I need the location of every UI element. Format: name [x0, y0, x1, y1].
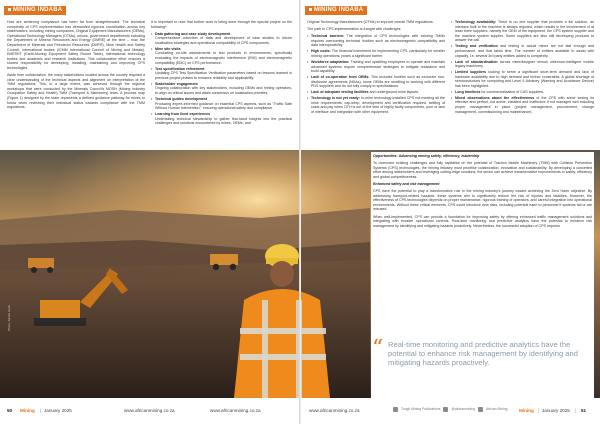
paragraph: To overcome existing challenges and fully capitalise on the potential of Traction Mobile Machinery (TMM) with Collision Prevention Systems (CPS) technologies, the mining industry must prioritise collaboration, innovation and sustainability. By developing a concerted effort among stakeholders and leveraging cutting-edge solutions, the sector can achieve transformative improvements in safety, efficiency and global competitiveness. — [373, 161, 592, 179]
magazine-name: Mining — [519, 408, 534, 413]
list-item-text: for commercialisation of CAS suppliers. — [481, 89, 545, 94]
list-item-text: looking to serve a significant short-term demand and lack of hardware availability due to high demand and further constraints. A global shortage of semiconductors for computing and Level 9 Advisory (Warning and Avoidance Device) has been highlighted. — [455, 70, 594, 88]
social-label[interactable]: Tough Mining Publications — [401, 407, 441, 411]
list-item-title: Lack of adequate testing facilities — [311, 90, 369, 95]
footer-separator: | — [40, 408, 42, 413]
list-item — [451, 96, 594, 114]
social-links — [393, 407, 508, 412]
list-item — [307, 90, 445, 95]
paragraph: CPS have the potential to play a transformative role in the mining industry's journey toward achieving the Zero Harm objective. By addressing transport-related hazards, these systems aim to significantly reduce the risk of injuries and fatalities. However, the effectiveness of CPS technologies depends on proper maintenance, rigorous training of operators, and careful integration into operational environments. Without these critical elements, CPS could introduce new risks, including potential harm to personnel if systems fail or are misused. — [373, 189, 592, 212]
bullet-list — [151, 32, 292, 126]
website-link[interactable]: www.africanmining.co.za — [309, 408, 360, 413]
footer-separator: | — [538, 408, 540, 413]
section-dot-icon — [309, 8, 312, 11]
left-column-2 — [151, 20, 292, 127]
list-item-title: Technology availability: — [455, 20, 497, 24]
twitter-icon[interactable] — [443, 407, 448, 412]
list-item — [307, 60, 445, 74]
left-footer — [0, 404, 299, 418]
list-item-title: Lack of co-operation from OEMs: — [311, 75, 370, 80]
list-item-text: Comprehensive collection of data and development of case studies to inform localisation strategies and operational compatibility of CPS components. — [155, 36, 292, 45]
list-item — [307, 75, 445, 89]
list-item-title: Technical barriers: — [311, 34, 345, 39]
paragraph: When well-implemented, CPS can provide a foundation for improving safety by offering enhanced traffic management solutions and integrating with broader operational controls. Real-time monitoring and predictive analytics have the potential to enhance risk management by identifying and mitigating hazards proactively. Nevertheless, the successful adoption of CPS requires — [373, 214, 592, 228]
section-heading: Opportunities: Advancing mining safety, efficiency, leadership — [373, 154, 480, 158]
list-item — [307, 49, 445, 58]
section-tag-right — [305, 6, 367, 15]
list-item-title: Test specification refinement — [155, 66, 205, 71]
magazine-name-text: Mining — [20, 408, 35, 413]
right-column-1 — [307, 20, 445, 116]
list-item-text: In-mine technology installed CPS not meeting all the mine requirements, cap-keep, development and certification required, settling of costs and pay when OTH is out of the time of highly faulty components, poor or lack of interface and integration with other equipment. — [311, 96, 445, 115]
paragraph: The path to CPS implementation is fraught with challenges: — [307, 27, 402, 32]
list-item-text: Undertaking technical stewardship to gather first-hand insights into the practical challenges and solutions encountered by mines, OEMs, and — [155, 116, 292, 126]
website-link-repeat[interactable]: www.africanmining.co.za — [210, 408, 261, 413]
paragraph: How are achieving compliance has been far from straightforward. The technical complexity of CPS implementation has demanded rigorous coordination across key stakeholders, including mining companies, Original Equipment Manufacturers (OEMs), Operational Technology Managers (OTMs), unions, government departments including the Department of Mineral Resources and Energy (DMRE) at the time – now, the Department of Minerals and Petroleum Resources (DMPR), Mine Health and Safety Council, international bodies (ICMM International Council of Mining and Metals), EMESRT (Earth-Moving Equipment Safety Round Table), international technology bodies and academic and research institutions. This collaborative effort ensures a shared responsibility for developing, installing, maintaining and improving CPS technologies. — [7, 20, 145, 70]
list-item — [451, 60, 594, 69]
list-item-text: There is no one supplier that provides a full solution, an interface built to the machine is always required, which results in the involvement of at least three suppliers, namely the OEM of the equipment, the CPS system supplier and the machine system supplier. Some suppliers are also still developing products to answer the call. — [455, 20, 594, 43]
issue-date: January 2025 — [44, 408, 72, 413]
list-item — [151, 112, 292, 126]
page-number: 50 — [7, 408, 13, 413]
social-label[interactable]: @africanmining — [451, 407, 476, 411]
list-item-text: and underground mine layouts. — [369, 90, 420, 95]
list-item — [151, 32, 292, 46]
right-column-2 — [451, 20, 594, 116]
list-item — [451, 44, 594, 58]
page-number: 51 — [581, 408, 587, 413]
issue-date: January 2025 — [542, 408, 570, 413]
list-item-text: The financial investment for implementing CPS, particularly for smaller mining operations, poses a significant barrier. — [311, 49, 445, 58]
left-page — [0, 0, 299, 424]
list-item-title: Stakeholder engagement — [155, 81, 198, 86]
list-item-text: of the CPS with some seeing its effective and perfect, not active, installed and ineffective if not managed well including proper management in place (project management, procurement, change management, commissioning and maintenance). — [455, 95, 595, 114]
section-tag-label: MINING INDABA — [13, 7, 63, 13]
footer-separator: | — [575, 408, 577, 413]
list-item — [451, 20, 594, 43]
list-item — [151, 67, 292, 81]
right-footer — [301, 404, 600, 418]
list-item-title: Learning from lived experiences — [155, 112, 211, 117]
paragraph: Aside from collaboration, the many stakeholders located across the country required a clear understanding of the technical aspects and alignment on interpretation of the TMM regulations. This, to a large extent, was achieved through the regional workshops that were conducted by the Minerals Council's MOSH (Mining Industry Occupation Safety and Health) TMM (Transport & Machinery) team. A process map (Figure 1) designed by the team represents a defined guidance pathway for mines to follow when reviewing their individual status towards compliance with the TMM regulations. — [7, 73, 145, 110]
list-item — [151, 47, 292, 65]
list-item — [151, 97, 292, 111]
photo-caption: Photo: Adobe stock — [7, 305, 11, 331]
section-tag — [4, 6, 66, 15]
list-item-title: Long timelines — [455, 89, 481, 94]
list-item-title: Data gathering and case study development — [155, 31, 231, 36]
list-item-text: The integration of CPS technologies with existing TMMs requires overcoming technical hurdles such as electromagnetic compatibility and data interoperability. — [311, 34, 446, 48]
list-item — [307, 96, 445, 114]
section-tag-label: MINING INDABA — [314, 7, 364, 13]
list-item-title: Mine site visits — [155, 46, 181, 51]
list-item-title: Mixed observations about the effectiveness — [455, 95, 535, 100]
magazine-name — [20, 408, 35, 413]
bullet-list — [451, 20, 594, 114]
list-item-text: across mine/designer versus older/non-intelligent mobile legacy machinery. — [455, 59, 594, 69]
list-item-title: High costs: — [311, 49, 331, 54]
section-heading: Enhanced safety and risk management — [373, 181, 440, 186]
list-item — [451, 90, 594, 95]
pull-quote-text: Real-time monitoring and predictive analytics have the potential to enhance risk management by identifying and mitigating hazards proactively. — [388, 340, 578, 367]
list-item — [307, 34, 445, 48]
list-item-text: This includes hurdles such as exclusive non-disclosure agreements (NDAs), some OEMs are unwilling to working with different PDS suppliers and do not fully comply to specifications. — [311, 75, 445, 89]
lower-text-column — [373, 153, 592, 231]
social-label[interactable]: African Mining — [486, 407, 508, 411]
bullet-list — [307, 34, 445, 114]
paragraph: It is important to note that further work is being done through the special project on the following*: — [151, 20, 292, 29]
list-item-text: Ongoing collaboration with key stakeholders, including OEMs and mining operators, to align on critical issues and attain consensus on localisation priorities. — [155, 86, 292, 95]
linkedin-icon[interactable] — [478, 407, 483, 412]
list-item-text: Updating CPS Test Specification Verification parameters based on lessons learned in previous project phases to enhance reliability and applicability. — [155, 71, 292, 80]
list-item — [151, 82, 292, 96]
list-item-text: and testing in actual mines are not fast enough and performance, and that takes time. The number of entities available to assist with capacity, i.e. several 3rd party entities added to complexity. — [455, 44, 595, 58]
list-item — [451, 70, 594, 88]
list-item-text: Conducting on-site assessments to test products in environments, specifically evaluating the impacts of electromagnetic interference (EMI) and electromagnetic compatibility (EMC) on CPS performance. — [155, 51, 292, 65]
section-dot-icon — [8, 8, 11, 11]
left-column-1 — [7, 20, 145, 112]
quote-mark-icon: “ — [372, 336, 384, 361]
list-item-title: Testing and verification — [455, 44, 498, 49]
list-item-text: Training and upskilling employees to operate and maintain advanced systems require comprehensive strategies to mitigate resistance and build capability. — [311, 59, 446, 74]
paragraph: Original Technology Manufacturers (OTMs) to improve overall TMM regulations. — [307, 20, 434, 24]
list-item-title: Technical guides development — [155, 96, 208, 101]
list-item-title: Workforce adaptation: — [311, 59, 350, 64]
list-item-text: Producing expert-informed guidance on essential CPS aspects, such as "Traffic Safe Without Human Intervention," ensuring operational safety and compliance. — [155, 101, 292, 111]
list-item-title: Lack of standardisation — [455, 59, 498, 64]
list-item-title: Limited suppliers — [455, 70, 486, 75]
list-item-title: Technology is not yet ready: — [311, 96, 360, 101]
website-link[interactable]: www.africanmining.co.za — [124, 408, 175, 413]
facebook-icon[interactable] — [393, 407, 398, 412]
